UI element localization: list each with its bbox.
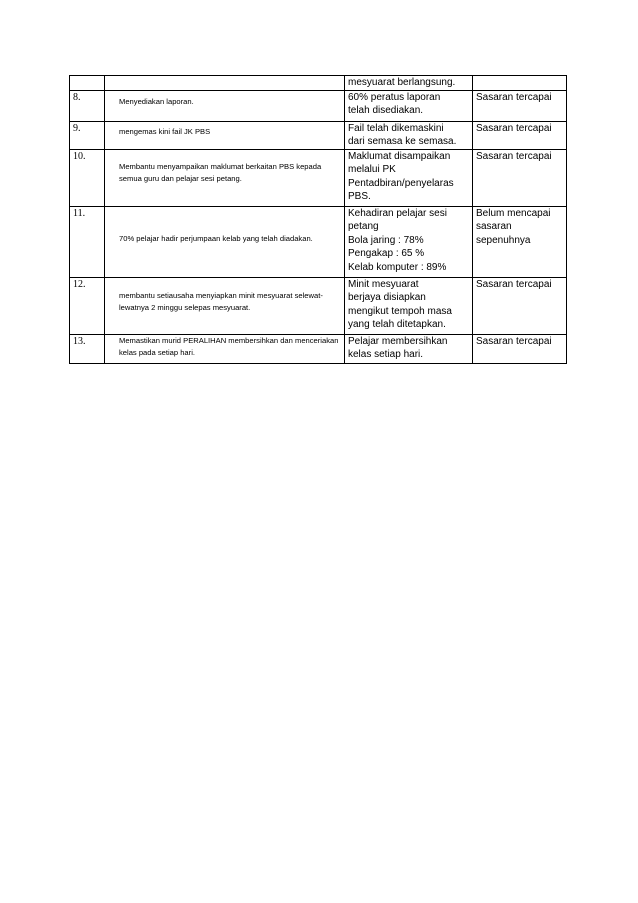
result-cell: Fail telah dikemaskini dari semasa ke semasa. [345, 121, 473, 149]
row-number [70, 76, 105, 91]
table-row [70, 121, 567, 149]
activity-cell [105, 76, 345, 91]
row-number: 12. [70, 277, 105, 334]
result-cell: mesyuarat berlangsung. [345, 76, 473, 91]
row-number: 9. [70, 121, 105, 149]
row-number: 10. [70, 149, 105, 206]
activity-cell: Membantu menyampaikan maklumat berkaitan PBS kepada semua guru dan pelajar sesi petang. [105, 149, 345, 206]
status-cell: Belum mencapai sasaran sepenuhnya [473, 206, 567, 277]
activity-cell: 70% pelajar hadir perjumpaan kelab yang telah diadakan. [105, 206, 345, 277]
activity-cell: membantu setiausaha menyiapkan minit mesyuarat selewat-lewatnya 2 minggu selepas mesyuarat. [105, 277, 345, 334]
row-number: 11. [70, 206, 105, 277]
activity-cell: Memastikan murid PERALIHAN membersihkan dan menceriakan kelas pada setiap hari. [105, 334, 345, 363]
status-cell: Sasaran tercapai [473, 90, 567, 121]
table-row [70, 206, 567, 277]
activity-cell: Menyediakan laporan. [105, 90, 345, 121]
table-row [70, 149, 567, 206]
result-cell: Minit mesyuarat berjaya disiapkan mengikut tempoh masa yang telah ditetapkan. [345, 277, 473, 334]
row-number: 8. [70, 90, 105, 121]
row-number: 13. [70, 334, 105, 363]
status-cell: Sasaran tercapai [473, 277, 567, 334]
table-row [70, 76, 567, 91]
table-row [70, 277, 567, 334]
status-cell: Sasaran tercapai [473, 121, 567, 149]
activity-report-table [69, 75, 567, 364]
result-cell: Maklumat disampaikan melalui PK Pentadbiran/penyelaras PBS. [345, 149, 473, 206]
activity-cell: mengemas kini fail JK PBS [105, 121, 345, 149]
status-cell [473, 76, 567, 91]
result-cell: Pelajar membersihkan kelas setiap hari. [345, 334, 473, 363]
status-cell: Sasaran tercapai [473, 149, 567, 206]
result-cell: Kehadiran pelajar sesi petang Bola jaring : 78% Pengakap : 65 % Kelab komputer : 89% [345, 206, 473, 277]
result-cell: 60% peratus laporan telah disediakan. [345, 90, 473, 121]
status-cell: Sasaran tercapai [473, 334, 567, 363]
table-row [70, 334, 567, 363]
table-row [70, 90, 567, 121]
